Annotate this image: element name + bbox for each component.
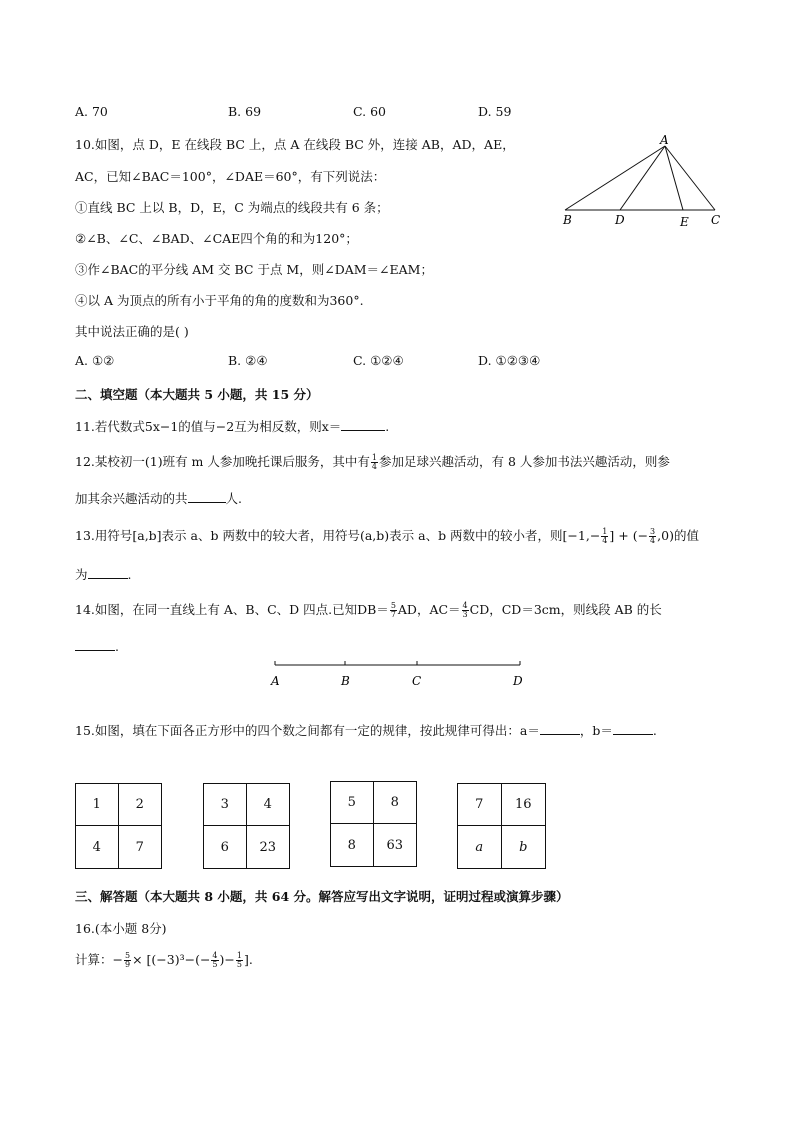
q12-line2: [75, 489, 242, 507]
label-e: E: [680, 215, 689, 229]
label-c: C: [412, 674, 422, 688]
q16-text-3: )−: [219, 952, 235, 967]
q11: [75, 417, 389, 435]
square-cell: 63: [386, 837, 404, 853]
fraction: $\frac{4}{3}$: [462, 601, 468, 619]
q12-text-2: 参加足球兴趣活动，有 8 人参加书法兴趣活动，则参: [378, 454, 670, 469]
number-square-1: [75, 783, 162, 869]
fraction: $\frac{5}{7}$: [390, 601, 396, 619]
answer-blank-b: [613, 722, 653, 735]
q16-title: 16.(本小题 8分): [75, 921, 167, 936]
square-cell: 8: [331, 824, 374, 866]
q10-question: 其中说法正确的是( ): [75, 324, 189, 339]
q10-statement-3: ③作∠BAC的平分线 AM 交 BC 于点 M，则∠DAM＝∠EAM；: [75, 262, 433, 277]
q10-option-c: C. ①②④: [353, 353, 404, 368]
number-square-3: [330, 781, 417, 867]
square-cell: 7: [135, 839, 144, 855]
option-a: A. 70: [75, 104, 108, 119]
q16-text-4: ].: [243, 952, 253, 967]
q10-statement-1: ①直线 BC 上以 B，D，E，C 为端点的线段共有 6 条；: [75, 200, 389, 215]
q11-end: .: [385, 419, 390, 434]
q10-option-d: D. ①②③④: [478, 353, 541, 368]
q16-text: 计算：−: [75, 952, 123, 967]
square-cell: 2: [119, 784, 162, 826]
q14-text-3: CD，CD＝3cm，则线段 AB 的长: [469, 602, 662, 617]
q12-line2-text: 加其余兴趣活动的共: [75, 491, 188, 506]
square-cell: 3: [204, 784, 247, 826]
q13-line2-text: 为: [75, 567, 88, 582]
q12-end: 人.: [225, 491, 242, 506]
square-cell: 8: [374, 782, 417, 824]
fraction: $\frac{1}{5}$: [236, 951, 242, 969]
option-d: D. 59: [478, 104, 512, 119]
segment-figure: [265, 655, 535, 695]
q13-end: .: [127, 567, 132, 582]
q12-text: 12.某校初一(1)班有 m 人参加晚托课后服务，其中有: [75, 454, 370, 469]
q10-statement-4: ④以 A 为顶点的所有小于平角的角的度数和为360°.: [75, 293, 364, 308]
q13-line1: [75, 526, 699, 545]
q13-text-3: ,0)的值: [657, 528, 699, 543]
q10-line1: 10.如图，点 D，E 在线段 BC 上，点 A 在线段 BC 外，连接 AB，AD，AE，: [75, 137, 515, 152]
section-2-heading: 二、填空题（本大题共 5 小题，共 15 分）: [75, 387, 319, 402]
q11-text: 11.若代数式5x−1的值与−2互为相反数，则x＝: [75, 419, 342, 434]
fraction: $\frac{3}{4}$: [650, 527, 656, 545]
q10-option-a: A. ①②: [75, 353, 115, 368]
square-cell: a: [458, 826, 502, 868]
square-cell: 6: [204, 826, 247, 868]
q10-line2: AC，已知∠BAC＝100°，∠DAE＝60°，有下列说法：: [75, 169, 386, 184]
square-cell: 1: [76, 784, 119, 826]
answer-blank-a: [540, 722, 580, 735]
q15-text: 15.如图，填在下面各正方形中的四个数之间都有一定的规律，按此规律可得出：a＝: [75, 723, 540, 738]
answer-blank: [88, 566, 128, 579]
answer-blank: [188, 490, 226, 503]
q13-text-2: ] + (−: [609, 528, 649, 543]
label-a: A: [660, 133, 669, 147]
q15-end: .: [652, 723, 657, 738]
answer-blank: [341, 418, 385, 431]
q14-text-2: AD，AC＝: [397, 602, 461, 617]
q13-text: 13.用符号[a,b]表示 a、b 两数中的较大者，用符号(a,b)表示 a、b 两数中的较小者，则[−1,−: [75, 528, 601, 543]
label-a: A: [271, 674, 280, 688]
q14-text: 14.如图，在同一直线上有 A、B、C、D 四点.已知DB＝: [75, 602, 389, 617]
fraction: $\frac{4}{5}$: [212, 951, 218, 969]
square-cell: 23: [259, 839, 277, 855]
label-c: C: [711, 213, 721, 227]
square-cell: 4: [76, 826, 119, 868]
q14-end: .: [115, 639, 119, 654]
section-3-heading: 三、解答题（本大题共 8 小题，共 64 分。解答应写出文字说明，证明过程或演算步骤）: [75, 889, 569, 904]
square-cell: 16: [502, 784, 546, 826]
option-c: C. 60: [353, 104, 386, 119]
square-cell: 4: [247, 784, 290, 826]
q13-line2: [75, 565, 132, 583]
number-square-2: [203, 783, 290, 869]
q14-line1: [75, 600, 662, 619]
label-d: D: [513, 674, 523, 688]
q16-expression: [75, 950, 253, 969]
q16-text-2: × [(−3)³−(−: [132, 952, 211, 967]
fraction: $\frac{1}{4}$: [371, 453, 377, 471]
triangle-figure: [555, 132, 735, 232]
q12-line1: [75, 452, 670, 471]
q14-line2: [75, 638, 119, 654]
number-square-4: [457, 783, 546, 869]
fraction: $\frac{1}{4}$: [602, 527, 608, 545]
square-cell: b: [519, 839, 528, 855]
q15-text-2: ，b＝: [579, 723, 613, 738]
answer-blank: [75, 638, 115, 651]
fraction: $\frac{5}{9}$: [124, 951, 131, 969]
label-b: B: [563, 213, 572, 227]
q10-statement-2: ②∠B、∠C、∠BAD、∠CAE四个角的和为120°；: [75, 231, 358, 246]
label-b: B: [341, 674, 350, 688]
q10-option-b: B. ②④: [228, 353, 268, 368]
label-d: D: [615, 213, 625, 227]
q15: [75, 721, 657, 739]
square-cell: 7: [458, 784, 502, 826]
option-b: B. 69: [228, 104, 262, 119]
square-cell: 5: [331, 782, 374, 824]
